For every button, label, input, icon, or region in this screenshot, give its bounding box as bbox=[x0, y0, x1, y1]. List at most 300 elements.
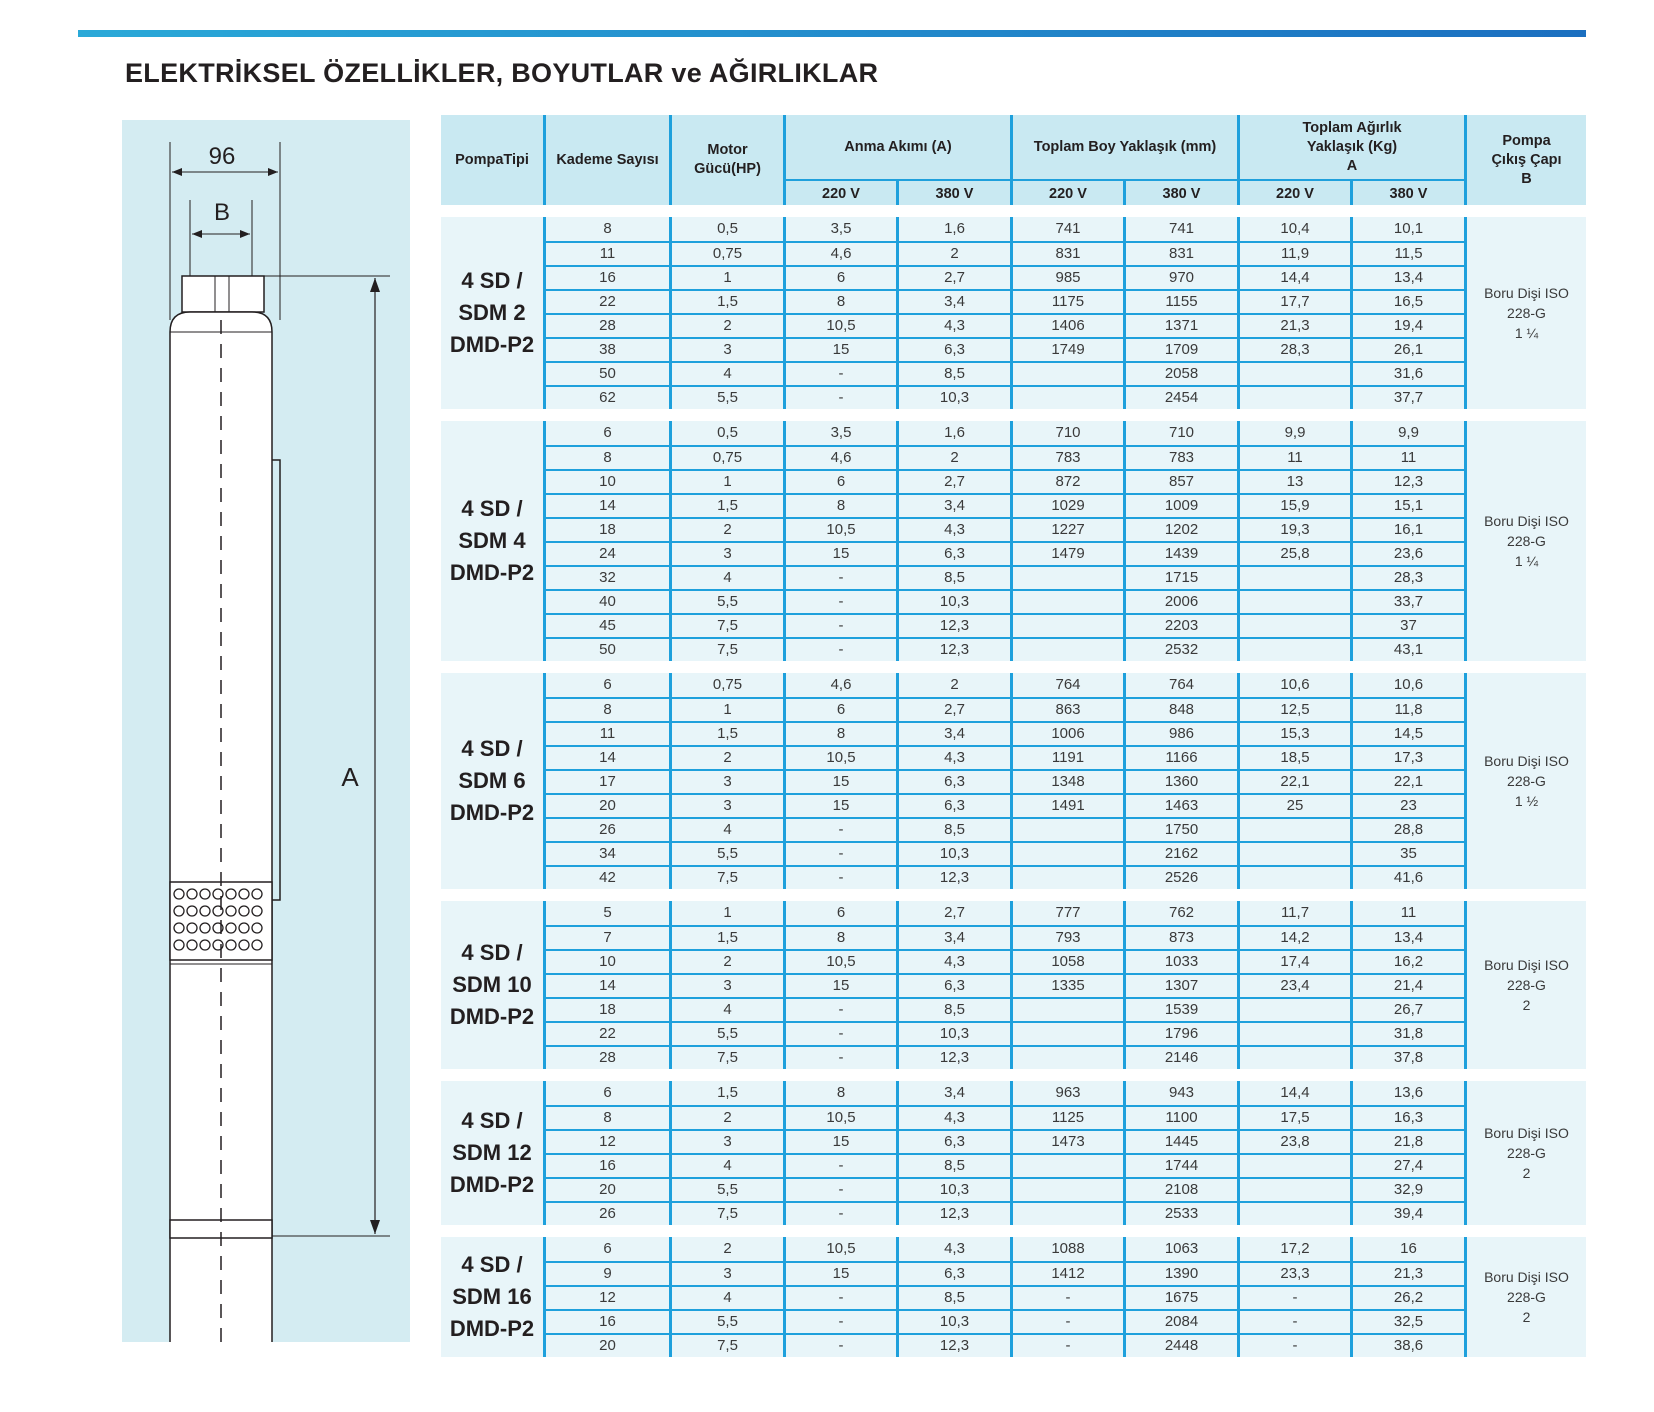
cell-length-220v bbox=[1010, 1177, 1123, 1201]
cell-weight-380v: 10,6 bbox=[1350, 673, 1464, 697]
cell-length-220v: 1006 bbox=[1010, 721, 1123, 745]
table-row bbox=[441, 1309, 1586, 1333]
pump-type-name bbox=[441, 673, 543, 889]
cell-current-220v: 6 bbox=[783, 265, 896, 289]
cell-length-380v: 2108 bbox=[1123, 1177, 1237, 1201]
cell-weight-220v: 14,2 bbox=[1237, 925, 1350, 949]
table-row bbox=[441, 1237, 1586, 1261]
pump-type-line: DMD-P2 bbox=[449, 332, 535, 357]
outlet-diameter bbox=[1464, 1081, 1586, 1225]
cell-motor-power: 0,75 bbox=[669, 673, 783, 697]
cell-current-380v: 3,4 bbox=[896, 925, 1010, 949]
cell-current-220v: 3,5 bbox=[783, 421, 896, 445]
table-row bbox=[441, 865, 1586, 889]
header-motor-power: Motor Gücü(HP) bbox=[669, 115, 783, 205]
header-weight-380v: 380 V bbox=[1350, 181, 1464, 205]
cell-length-380v: 1744 bbox=[1123, 1153, 1237, 1177]
pump-outlet-head bbox=[182, 276, 264, 312]
cell-current-220v: 15 bbox=[783, 541, 896, 565]
cell-motor-power: 2 bbox=[669, 517, 783, 541]
cell-weight-380v: 13,4 bbox=[1350, 265, 1464, 289]
cell-stages: 16 bbox=[543, 265, 669, 289]
cell-length-380v: 1155 bbox=[1123, 289, 1237, 313]
cell-stages: 8 bbox=[543, 445, 669, 469]
cell-stages: 22 bbox=[543, 289, 669, 313]
cell-stages: 24 bbox=[543, 541, 669, 565]
cell-motor-power: 3 bbox=[669, 337, 783, 361]
cell-weight-380v: 41,6 bbox=[1350, 865, 1464, 889]
cell-length-380v: 1390 bbox=[1123, 1261, 1237, 1285]
cell-current-220v: 10,5 bbox=[783, 1105, 896, 1129]
cell-weight-220v bbox=[1237, 841, 1350, 865]
table-header bbox=[441, 115, 1586, 205]
table-row bbox=[441, 1201, 1586, 1225]
table-row bbox=[441, 1333, 1586, 1357]
cell-current-380v: 8,5 bbox=[896, 817, 1010, 841]
cell-current-220v: - bbox=[783, 1333, 896, 1357]
cell-length-380v: 2454 bbox=[1123, 385, 1237, 409]
table-row bbox=[441, 541, 1586, 565]
cell-weight-220v bbox=[1237, 589, 1350, 613]
cell-weight-380v: 11,5 bbox=[1350, 241, 1464, 265]
cell-current-380v: 6,3 bbox=[896, 769, 1010, 793]
cell-stages: 12 bbox=[543, 1285, 669, 1309]
cell-current-220v: 8 bbox=[783, 493, 896, 517]
outlet-line: 228-G bbox=[1507, 977, 1546, 993]
cell-weight-380v: 14,5 bbox=[1350, 721, 1464, 745]
cell-length-220v: 872 bbox=[1010, 469, 1123, 493]
cell-weight-380v: 16,3 bbox=[1350, 1105, 1464, 1129]
cell-length-380v: 970 bbox=[1123, 265, 1237, 289]
cell-length-380v: 1360 bbox=[1123, 769, 1237, 793]
cell-weight-380v: 28,8 bbox=[1350, 817, 1464, 841]
cell-stages: 10 bbox=[543, 949, 669, 973]
cell-current-380v: 3,4 bbox=[896, 1081, 1010, 1105]
cell-weight-220v: 15,9 bbox=[1237, 493, 1350, 517]
cell-motor-power: 7,5 bbox=[669, 1045, 783, 1069]
cell-current-380v: 2,7 bbox=[896, 265, 1010, 289]
cell-length-380v: 848 bbox=[1123, 697, 1237, 721]
table-row bbox=[441, 265, 1586, 289]
cell-weight-220v bbox=[1237, 385, 1350, 409]
pump-type-name bbox=[441, 217, 543, 409]
cell-current-220v: 10,5 bbox=[783, 949, 896, 973]
cell-length-380v: 1100 bbox=[1123, 1105, 1237, 1129]
cell-length-380v: 1445 bbox=[1123, 1129, 1237, 1153]
cell-weight-220v: 17,7 bbox=[1237, 289, 1350, 313]
cell-stages: 20 bbox=[543, 1177, 669, 1201]
table-row bbox=[441, 1285, 1586, 1309]
cell-length-380v: 764 bbox=[1123, 673, 1237, 697]
table-row bbox=[441, 793, 1586, 817]
cell-length-380v: 1009 bbox=[1123, 493, 1237, 517]
cell-weight-220v: 11,7 bbox=[1237, 901, 1350, 925]
cell-current-220v: 8 bbox=[783, 1081, 896, 1105]
cell-stages: 14 bbox=[543, 745, 669, 769]
cell-length-380v: 1202 bbox=[1123, 517, 1237, 541]
header-outlet-line2: Çıkış Çapı bbox=[1491, 151, 1562, 168]
cell-stages: 10 bbox=[543, 469, 669, 493]
cell-current-220v: 15 bbox=[783, 337, 896, 361]
cell-length-220v: 1058 bbox=[1010, 949, 1123, 973]
cell-weight-220v: 25 bbox=[1237, 793, 1350, 817]
cell-motor-power: 5,5 bbox=[669, 1309, 783, 1333]
cell-length-380v: 1439 bbox=[1123, 541, 1237, 565]
table-row bbox=[441, 241, 1586, 265]
table-row bbox=[441, 949, 1586, 973]
header-outlet-diameter bbox=[1464, 115, 1586, 205]
cell-weight-220v bbox=[1237, 637, 1350, 661]
outlet-diameter bbox=[1464, 421, 1586, 661]
cell-current-380v: 6,3 bbox=[896, 541, 1010, 565]
cell-weight-380v: 17,3 bbox=[1350, 745, 1464, 769]
cell-length-380v: 873 bbox=[1123, 925, 1237, 949]
table-row bbox=[441, 1261, 1586, 1285]
cell-weight-380v: 21,4 bbox=[1350, 973, 1464, 997]
outlet-line: 1 ¼ bbox=[1514, 325, 1539, 341]
cell-stages: 11 bbox=[543, 241, 669, 265]
cell-weight-220v: 10,6 bbox=[1237, 673, 1350, 697]
cell-weight-380v: 28,3 bbox=[1350, 565, 1464, 589]
cell-weight-220v: 25,8 bbox=[1237, 541, 1350, 565]
cell-weight-220v: 15,3 bbox=[1237, 721, 1350, 745]
pump-type-line: 4 SD / bbox=[461, 268, 523, 293]
cell-length-220v bbox=[1010, 997, 1123, 1021]
group-spacer-cell bbox=[441, 1225, 1586, 1237]
cell-stages: 34 bbox=[543, 841, 669, 865]
cell-length-220v: 783 bbox=[1010, 445, 1123, 469]
table-row bbox=[441, 673, 1586, 697]
cell-motor-power: 1,5 bbox=[669, 289, 783, 313]
cell-current-220v: 15 bbox=[783, 1261, 896, 1285]
cell-current-220v: - bbox=[783, 997, 896, 1021]
cell-length-380v: 2533 bbox=[1123, 1201, 1237, 1225]
cell-length-380v: 1675 bbox=[1123, 1285, 1237, 1309]
cell-motor-power: 0,5 bbox=[669, 217, 783, 241]
pump-type-line: SDM 6 bbox=[458, 768, 526, 793]
cell-weight-220v bbox=[1237, 361, 1350, 385]
cell-length-220v: 1088 bbox=[1010, 1237, 1123, 1261]
table-row bbox=[441, 1081, 1586, 1105]
cell-weight-220v bbox=[1237, 1201, 1350, 1225]
cell-weight-380v: 32,5 bbox=[1350, 1309, 1464, 1333]
cell-current-380v: 2,7 bbox=[896, 469, 1010, 493]
cell-length-220v bbox=[1010, 817, 1123, 841]
cell-length-380v: 1750 bbox=[1123, 817, 1237, 841]
group-spacer-cell bbox=[441, 661, 1586, 673]
pump-type-line: 4 SD / bbox=[461, 736, 523, 761]
cell-length-220v bbox=[1010, 613, 1123, 637]
cell-weight-380v: 26,1 bbox=[1350, 337, 1464, 361]
cell-length-380v: 1166 bbox=[1123, 745, 1237, 769]
cell-length-220v bbox=[1010, 865, 1123, 889]
cell-length-220v: 710 bbox=[1010, 421, 1123, 445]
outlet-line: Boru Dişi ISO bbox=[1484, 513, 1569, 529]
cell-motor-power: 2 bbox=[669, 313, 783, 337]
cell-length-380v: 1539 bbox=[1123, 997, 1237, 1021]
cell-motor-power: 2 bbox=[669, 1237, 783, 1261]
outlet-line: Boru Dişi ISO bbox=[1484, 753, 1569, 769]
cell-current-380v: 12,3 bbox=[896, 865, 1010, 889]
cell-current-380v: 4,3 bbox=[896, 517, 1010, 541]
cell-current-380v: 3,4 bbox=[896, 493, 1010, 517]
cell-current-380v: 8,5 bbox=[896, 361, 1010, 385]
cell-length-380v: 2532 bbox=[1123, 637, 1237, 661]
cell-length-380v: 783 bbox=[1123, 445, 1237, 469]
cell-stages: 7 bbox=[543, 925, 669, 949]
cell-stages: 38 bbox=[543, 337, 669, 361]
cell-motor-power: 2 bbox=[669, 949, 783, 973]
cell-motor-power: 1 bbox=[669, 697, 783, 721]
cell-length-220v: 1175 bbox=[1010, 289, 1123, 313]
table-row bbox=[441, 1177, 1586, 1201]
cell-length-220v: 863 bbox=[1010, 697, 1123, 721]
cell-motor-power: 5,5 bbox=[669, 385, 783, 409]
cell-weight-380v: 22,1 bbox=[1350, 769, 1464, 793]
cell-length-380v: 2526 bbox=[1123, 865, 1237, 889]
cell-stages: 26 bbox=[543, 1201, 669, 1225]
cell-current-380v: 12,3 bbox=[896, 637, 1010, 661]
table-row bbox=[441, 613, 1586, 637]
group-spacer bbox=[441, 661, 1586, 673]
cell-stages: 18 bbox=[543, 997, 669, 1021]
b-dimension-label: B bbox=[213, 199, 231, 226]
cell-motor-power: 3 bbox=[669, 769, 783, 793]
outlet-line: 228-G bbox=[1507, 533, 1546, 549]
cell-weight-380v: 9,9 bbox=[1350, 421, 1464, 445]
cell-weight-380v: 37,8 bbox=[1350, 1045, 1464, 1069]
table-row bbox=[441, 1105, 1586, 1129]
table-row bbox=[441, 217, 1586, 241]
cell-stages: 14 bbox=[543, 493, 669, 517]
cell-current-380v: 4,3 bbox=[896, 1105, 1010, 1129]
table-row bbox=[441, 565, 1586, 589]
cell-weight-220v: 13 bbox=[1237, 469, 1350, 493]
cell-current-220v: 6 bbox=[783, 469, 896, 493]
cell-length-380v: 1063 bbox=[1123, 1237, 1237, 1261]
cell-weight-220v: 11,9 bbox=[1237, 241, 1350, 265]
cell-current-380v: 8,5 bbox=[896, 565, 1010, 589]
cell-current-380v: 2 bbox=[896, 241, 1010, 265]
cell-motor-power: 0,75 bbox=[669, 241, 783, 265]
cell-weight-380v: 16 bbox=[1350, 1237, 1464, 1261]
table-row bbox=[441, 385, 1586, 409]
table-row bbox=[441, 1021, 1586, 1045]
header-pump-type: PompaTipi bbox=[441, 115, 543, 205]
header-total-weight-line3: A bbox=[1346, 157, 1358, 174]
cell-weight-220v bbox=[1237, 1177, 1350, 1201]
cell-length-220v: 1335 bbox=[1010, 973, 1123, 997]
cell-length-380v: 2084 bbox=[1123, 1309, 1237, 1333]
cell-length-380v: 2006 bbox=[1123, 589, 1237, 613]
cell-length-380v: 1709 bbox=[1123, 337, 1237, 361]
cell-current-380v: 4,3 bbox=[896, 1237, 1010, 1261]
header-total-weight-line2: Yaklaşık (Kg) bbox=[1306, 138, 1398, 155]
cell-motor-power: 4 bbox=[669, 565, 783, 589]
table-row bbox=[441, 745, 1586, 769]
outlet-diameter bbox=[1464, 217, 1586, 409]
cell-stages: 5 bbox=[543, 901, 669, 925]
cell-stages: 20 bbox=[543, 793, 669, 817]
cell-weight-220v: 23,4 bbox=[1237, 973, 1350, 997]
cell-weight-220v: 12,5 bbox=[1237, 697, 1350, 721]
cell-current-380v: 10,3 bbox=[896, 1309, 1010, 1333]
table-row bbox=[441, 1153, 1586, 1177]
cell-length-220v bbox=[1010, 1045, 1123, 1069]
pump-type-line: DMD-P2 bbox=[449, 1316, 535, 1341]
cell-current-380v: 1,6 bbox=[896, 421, 1010, 445]
cell-motor-power: 3 bbox=[669, 973, 783, 997]
cell-weight-220v bbox=[1237, 997, 1350, 1021]
cell-weight-380v: 13,6 bbox=[1350, 1081, 1464, 1105]
cell-current-220v: 6 bbox=[783, 901, 896, 925]
group-spacer bbox=[441, 1225, 1586, 1237]
cell-weight-380v: 15,1 bbox=[1350, 493, 1464, 517]
cell-weight-220v: - bbox=[1237, 1285, 1350, 1309]
cell-current-220v: 15 bbox=[783, 973, 896, 997]
cell-motor-power: 7,5 bbox=[669, 637, 783, 661]
cell-motor-power: 1 bbox=[669, 469, 783, 493]
table-row bbox=[441, 361, 1586, 385]
cell-length-380v: 2448 bbox=[1123, 1333, 1237, 1357]
cell-motor-power: 5,5 bbox=[669, 1177, 783, 1201]
cell-stages: 6 bbox=[543, 673, 669, 697]
table-row bbox=[441, 313, 1586, 337]
cell-length-220v: 1227 bbox=[1010, 517, 1123, 541]
cell-stages: 28 bbox=[543, 313, 669, 337]
cell-weight-380v: 37,7 bbox=[1350, 385, 1464, 409]
header-outlet-line3: B bbox=[1521, 170, 1532, 187]
cell-stages: 26 bbox=[543, 817, 669, 841]
cell-weight-220v: - bbox=[1237, 1309, 1350, 1333]
table-row bbox=[441, 973, 1586, 997]
cell-length-220v: 1348 bbox=[1010, 769, 1123, 793]
cell-length-220v: 985 bbox=[1010, 265, 1123, 289]
cell-current-220v: 10,5 bbox=[783, 313, 896, 337]
cell-weight-380v: 16,5 bbox=[1350, 289, 1464, 313]
table-row bbox=[441, 925, 1586, 949]
cell-current-220v: 8 bbox=[783, 289, 896, 313]
outlet-line: 1 ¼ bbox=[1514, 553, 1539, 569]
cell-motor-power: 4 bbox=[669, 1285, 783, 1309]
cell-current-220v: - bbox=[783, 1285, 896, 1309]
cell-current-380v: 12,3 bbox=[896, 1045, 1010, 1069]
cell-stages: 32 bbox=[543, 565, 669, 589]
cell-stages: 12 bbox=[543, 1129, 669, 1153]
header-length-220v: 220 V bbox=[1010, 181, 1123, 205]
cell-weight-220v: 21,3 bbox=[1237, 313, 1350, 337]
cell-length-380v: 2203 bbox=[1123, 613, 1237, 637]
cell-length-220v bbox=[1010, 565, 1123, 589]
cell-weight-220v: 14,4 bbox=[1237, 265, 1350, 289]
cell-current-220v: - bbox=[783, 1201, 896, 1225]
cell-weight-380v: 13,4 bbox=[1350, 925, 1464, 949]
cell-motor-power: 1,5 bbox=[669, 1081, 783, 1105]
outlet-line: Boru Dişi ISO bbox=[1484, 957, 1569, 973]
pump-type-line: SDM 2 bbox=[458, 300, 526, 325]
group-spacer bbox=[441, 889, 1586, 901]
cell-length-380v: 762 bbox=[1123, 901, 1237, 925]
pump-type-line: SDM 4 bbox=[458, 528, 526, 553]
cell-length-380v: 1033 bbox=[1123, 949, 1237, 973]
cell-length-220v bbox=[1010, 841, 1123, 865]
outlet-line: 2 bbox=[1522, 1309, 1531, 1325]
cell-motor-power: 4 bbox=[669, 817, 783, 841]
cell-length-220v: 764 bbox=[1010, 673, 1123, 697]
cell-current-380v: 8,5 bbox=[896, 1153, 1010, 1177]
cell-weight-380v: 16,1 bbox=[1350, 517, 1464, 541]
cell-motor-power: 5,5 bbox=[669, 841, 783, 865]
cell-length-220v: 793 bbox=[1010, 925, 1123, 949]
cell-weight-220v: 17,2 bbox=[1237, 1237, 1350, 1261]
cell-length-220v: 1125 bbox=[1010, 1105, 1123, 1129]
cell-motor-power: 5,5 bbox=[669, 1021, 783, 1045]
header-outlet-line1: Pompa bbox=[1502, 132, 1551, 149]
header-weight-220v: 220 V bbox=[1237, 181, 1350, 205]
cell-weight-220v: 23,3 bbox=[1237, 1261, 1350, 1285]
cell-stages: 45 bbox=[543, 613, 669, 637]
cell-current-380v: 6,3 bbox=[896, 1129, 1010, 1153]
cell-length-220v bbox=[1010, 1201, 1123, 1225]
cell-stages: 8 bbox=[543, 1105, 669, 1129]
table-row bbox=[441, 469, 1586, 493]
cell-weight-380v: 37 bbox=[1350, 613, 1464, 637]
cell-current-380v: 2 bbox=[896, 445, 1010, 469]
pump-type-line: DMD-P2 bbox=[449, 800, 535, 825]
cell-length-220v: 831 bbox=[1010, 241, 1123, 265]
cell-weight-220v bbox=[1237, 1021, 1350, 1045]
cell-current-380v: 12,3 bbox=[896, 613, 1010, 637]
cell-weight-380v: 27,4 bbox=[1350, 1153, 1464, 1177]
pump-type-line: SDM 10 bbox=[452, 972, 532, 997]
cell-motor-power: 1,5 bbox=[669, 925, 783, 949]
cell-current-220v: 10,5 bbox=[783, 517, 896, 541]
cell-current-380v: 1,6 bbox=[896, 217, 1010, 241]
cell-stages: 22 bbox=[543, 1021, 669, 1045]
pump-type-name bbox=[441, 1081, 543, 1225]
pump-type-line: SDM 16 bbox=[452, 1284, 532, 1309]
cell-current-380v: 8,5 bbox=[896, 1285, 1010, 1309]
cell-weight-380v: 43,1 bbox=[1350, 637, 1464, 661]
cell-weight-380v: 31,8 bbox=[1350, 1021, 1464, 1045]
cell-current-220v: - bbox=[783, 841, 896, 865]
cell-current-380v: 4,3 bbox=[896, 745, 1010, 769]
cell-current-380v: 2,7 bbox=[896, 901, 1010, 925]
cell-weight-380v: 32,9 bbox=[1350, 1177, 1464, 1201]
cell-length-220v: 963 bbox=[1010, 1081, 1123, 1105]
cell-weight-380v: 12,3 bbox=[1350, 469, 1464, 493]
table-row bbox=[441, 493, 1586, 517]
outlet-line: 228-G bbox=[1507, 305, 1546, 321]
cell-length-220v: 741 bbox=[1010, 217, 1123, 241]
cell-weight-380v: 23,6 bbox=[1350, 541, 1464, 565]
cell-current-380v: 6,3 bbox=[896, 1261, 1010, 1285]
cell-length-220v bbox=[1010, 1021, 1123, 1045]
cell-motor-power: 4 bbox=[669, 361, 783, 385]
cell-current-380v: 6,3 bbox=[896, 337, 1010, 361]
pump-type-line: DMD-P2 bbox=[449, 1172, 535, 1197]
outlet-line: 1 ½ bbox=[1514, 793, 1539, 809]
outlet-line: Boru Dişi ISO bbox=[1484, 285, 1569, 301]
cell-motor-power: 1,5 bbox=[669, 721, 783, 745]
cell-weight-220v: 17,4 bbox=[1237, 949, 1350, 973]
cell-length-220v: 1749 bbox=[1010, 337, 1123, 361]
outlet-line: 228-G bbox=[1507, 1145, 1546, 1161]
cell-weight-220v bbox=[1237, 565, 1350, 589]
cell-current-220v: 15 bbox=[783, 769, 896, 793]
cell-weight-220v bbox=[1237, 1153, 1350, 1177]
cell-length-220v bbox=[1010, 589, 1123, 613]
